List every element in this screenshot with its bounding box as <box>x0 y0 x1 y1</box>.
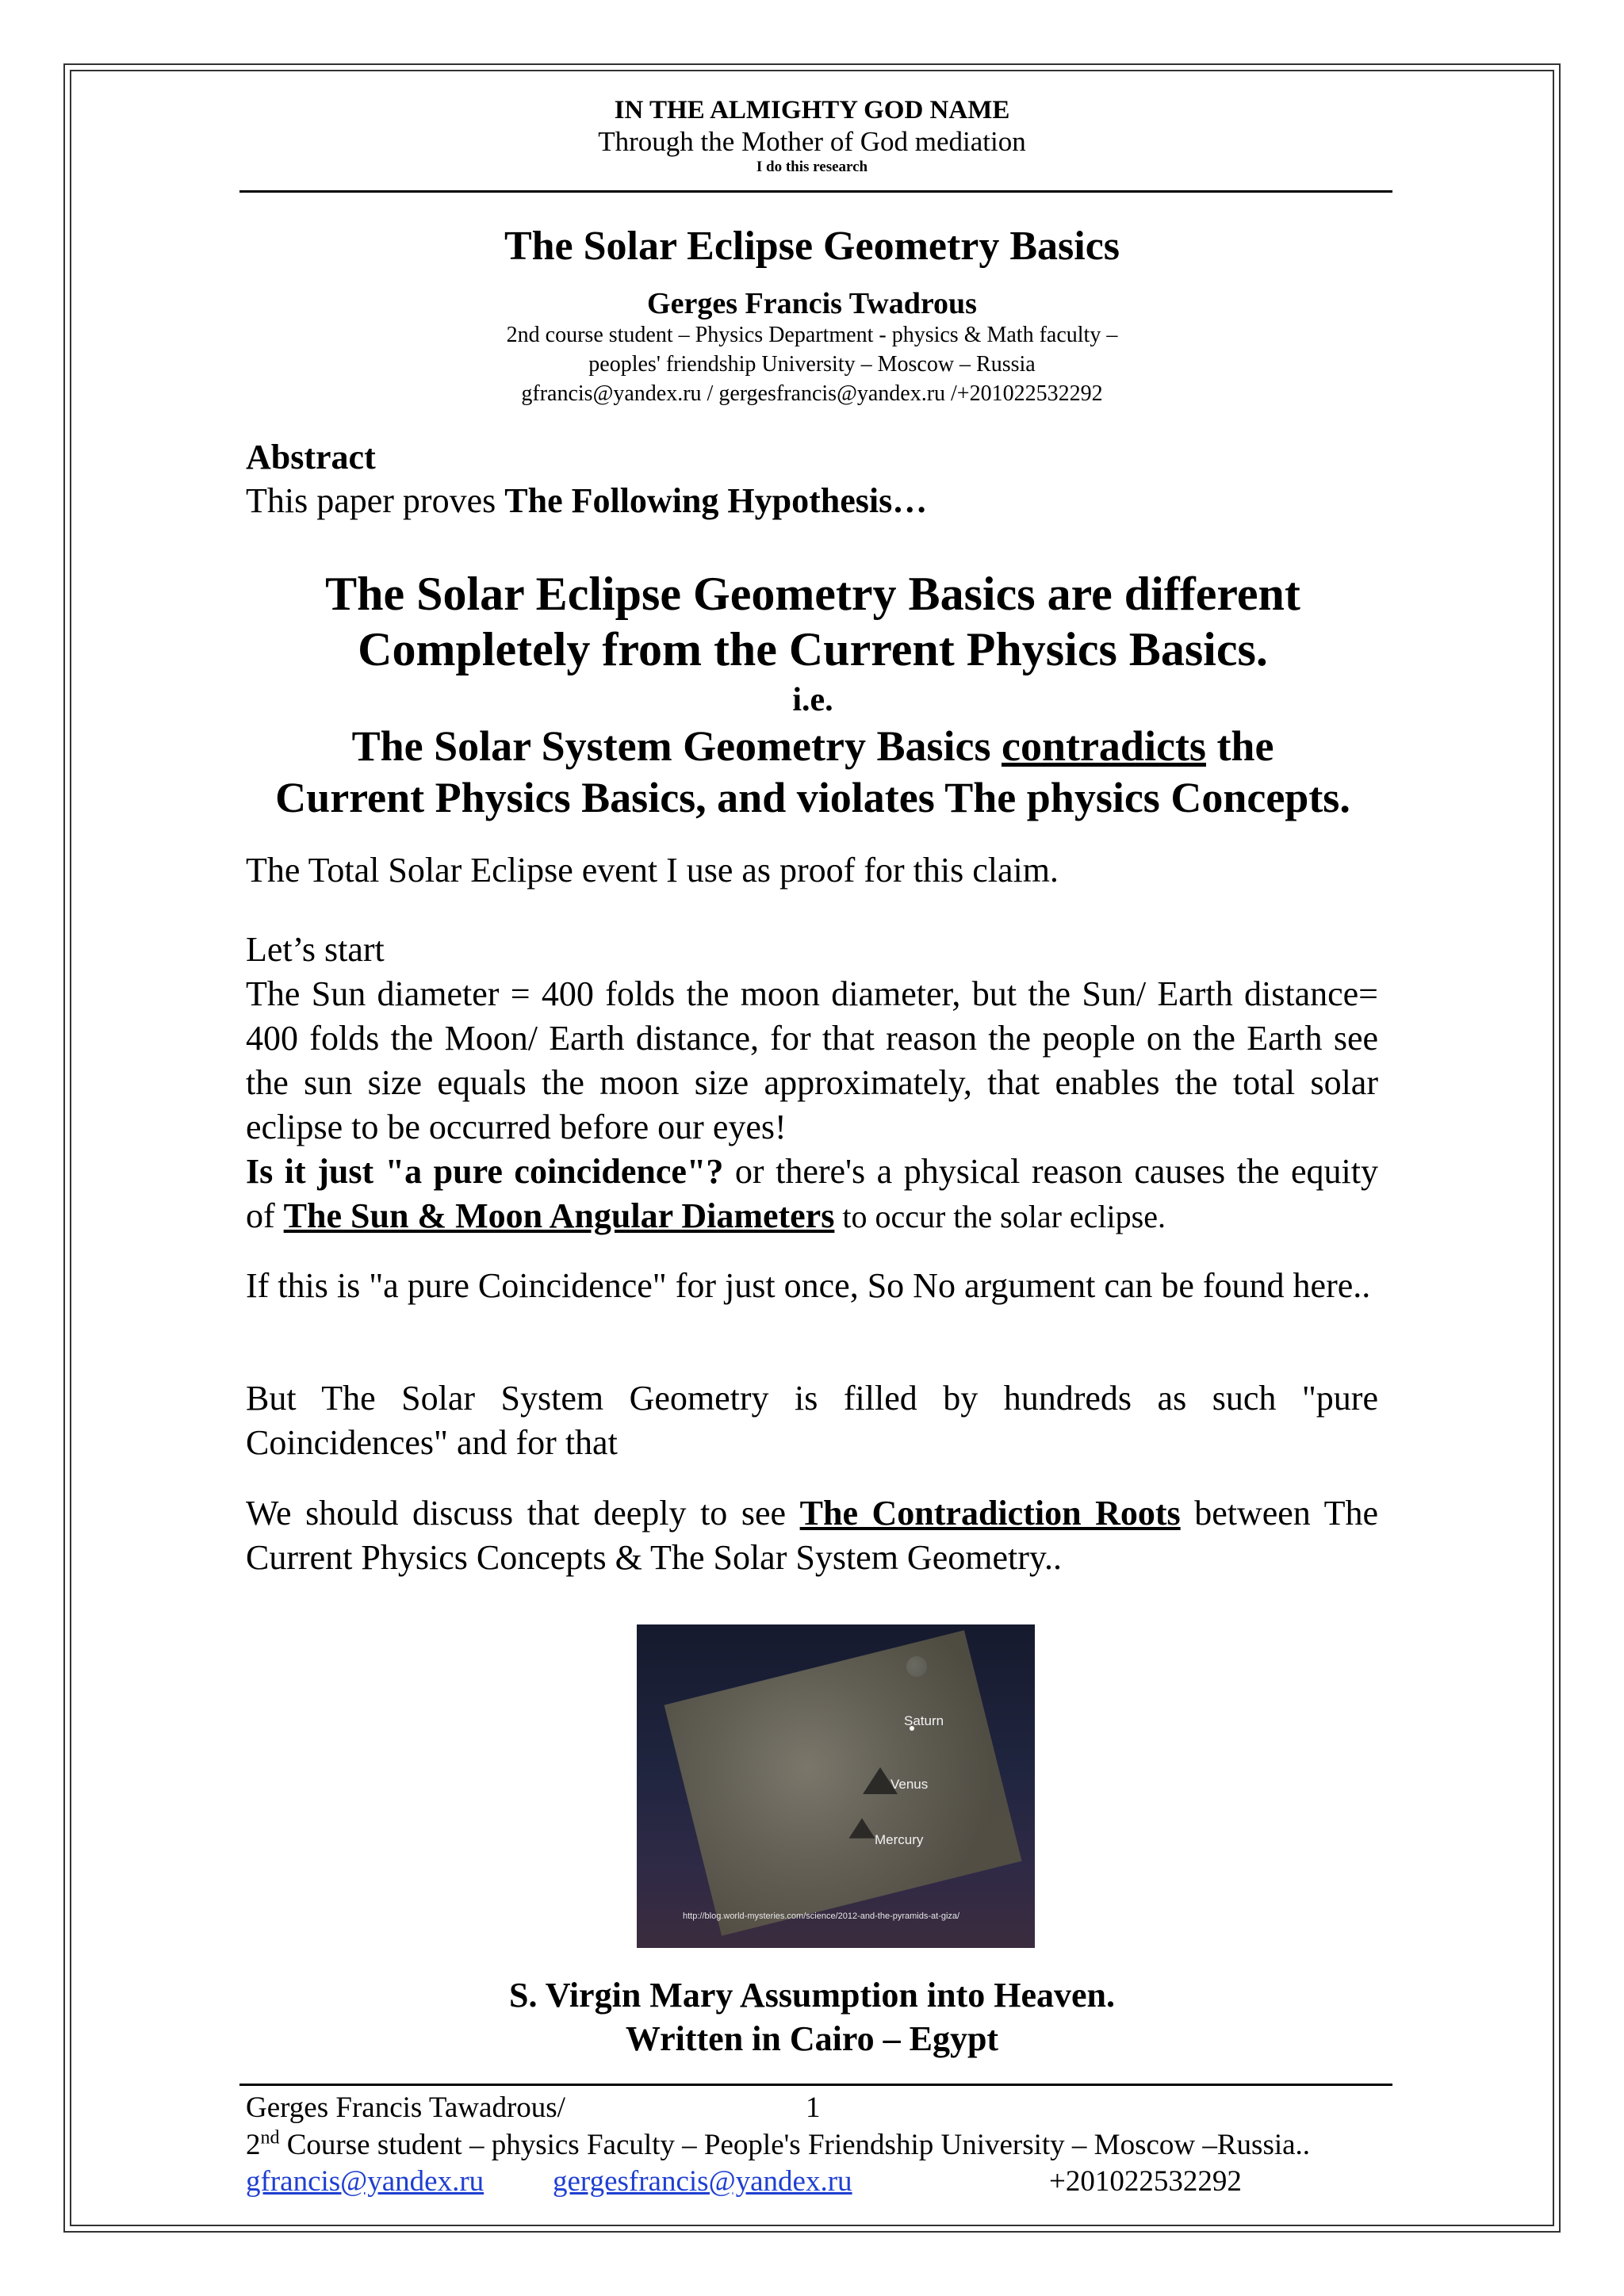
footer-email-2-wrap <box>553 2164 852 2200</box>
author-affiliation-2: peoples' friendship University – Moscow – Russia <box>588 352 1036 377</box>
author-name: Gerges Francis Twadrous <box>647 287 977 320</box>
hypothesis-line-3 <box>222 720 1404 772</box>
page-title: The Solar Eclipse Geometry Basics <box>504 224 1120 269</box>
hypothesis-contradicts: contradicts <box>1001 722 1206 770</box>
footer-email-2-link[interactable]: gergesfrancis@yandex.ru <box>553 2165 852 2198</box>
footer-course: Course student – physics Faculty – People's Friendship University – Moscow –Russia.. <box>279 2129 1311 2161</box>
saturn-label: Saturn <box>904 1713 944 1728</box>
footer-author: Gerges Francis Tawadrous/ <box>246 2091 565 2124</box>
question-bold: Is it just "a pure coincidence"? <box>246 1152 724 1191</box>
pyramid-icon-2 <box>849 1818 875 1839</box>
header-line-2: Through the Mother of God mediation <box>598 126 1026 157</box>
footer-ordinal-suffix: nd <box>260 2127 280 2149</box>
body-paragraph-4: But The Solar System Geometry is filled by hundreds as such "pure Coincidences" and for that <box>246 1379 1378 1462</box>
footer-phone: +201022532292 <box>1049 2165 1242 2198</box>
page-number: 1 <box>806 2091 821 2124</box>
hypothesis-line-3-pre: The Solar System Geometry Basics <box>351 722 1002 770</box>
header-line-3: I do this research <box>756 159 868 175</box>
footer-affiliation <box>246 2127 1310 2164</box>
body-paragraph-2: The Sun diameter = 400 folds the moon diameter, but the Sun/ Earth distance= 400 folds the Moon/ Earth distance, for that reason the people on the Earth see the sun size equals the moon size approximately, that enables the total solar eclipse to be occurred before our eyes! <box>246 974 1378 1146</box>
venus-label: Venus <box>891 1777 929 1792</box>
mercury-label: Mercury <box>875 1832 924 1847</box>
question-rest: or there's a physical reason causes the equity of <box>246 1152 1379 1235</box>
abstract-heading: Abstract <box>246 438 376 476</box>
angular-diameters-emphasis: The Sun & Moon Angular Diameters <box>283 1196 835 1235</box>
body-lets-start: Let’s start <box>246 930 385 969</box>
body-paragraph-question <box>246 1150 1378 1239</box>
hypothesis-ie: i.e. <box>792 682 833 718</box>
closing-line-1: S. Virgin Mary Assumption into Heaven. <box>509 1976 1115 2015</box>
body-paragraph-1: The Total Solar Eclipse event I use as proof for this claim. <box>246 851 1059 890</box>
footer-email-1-link[interactable]: gfrancis@yandex.ru <box>246 2165 485 2198</box>
body-paragraph-3: If this is "a pure Coincidence" for just once, So No argument can be found here.. <box>246 1266 1371 1305</box>
footer-contacts <box>246 2164 484 2200</box>
header-rule <box>239 190 1392 193</box>
author-affiliation-1: 2nd course student – Physics Department - physics & Math faculty – <box>506 323 1118 347</box>
question-tail: to occur the solar eclipse. <box>834 1199 1166 1234</box>
image-source-url: http://blog.world-mysteries.com/science/2012-and-the-pyramids-at-giza/ <box>683 1911 960 1921</box>
hypothesis-line-1: The Solar Eclipse Geometry Basics are different <box>325 568 1300 620</box>
abstract-intro-bold: The Following Hypothesis… <box>504 481 928 520</box>
footer-ordinal: 2 <box>246 2129 261 2161</box>
author-contact: gfrancis@yandex.ru / gergesfrancis@yandex.ru /+201022532292 <box>521 381 1103 406</box>
giza-aerial-map <box>665 1630 1022 1935</box>
pyramids-planets-photo <box>637 1624 1035 1948</box>
abstract-intro <box>246 480 927 522</box>
hypothesis-line-3-post: the <box>1205 722 1274 770</box>
contradiction-roots-emphasis: The Contradiction Roots <box>799 1494 1181 1533</box>
abstract-intro-text: This paper proves <box>246 481 505 520</box>
p5-post: between The Current Physics Concepts & The Solar System Geometry.. <box>246 1494 1378 1577</box>
p5-pre: We should discuss that deeply to see <box>246 1494 800 1533</box>
body-paragraph-5 <box>246 1491 1378 1580</box>
header-line-1: IN THE ALMIGHTY GOD NAME <box>614 96 1010 124</box>
hypothesis-line-4: Current Physics Basics, and violates The physics Concepts. <box>275 774 1350 821</box>
hypothesis-line-2: Completely from the Current Physics Basics. <box>358 623 1268 675</box>
closing-line-2: Written in Cairo – Egypt <box>625 2019 999 2058</box>
footer-rule <box>239 2084 1392 2086</box>
